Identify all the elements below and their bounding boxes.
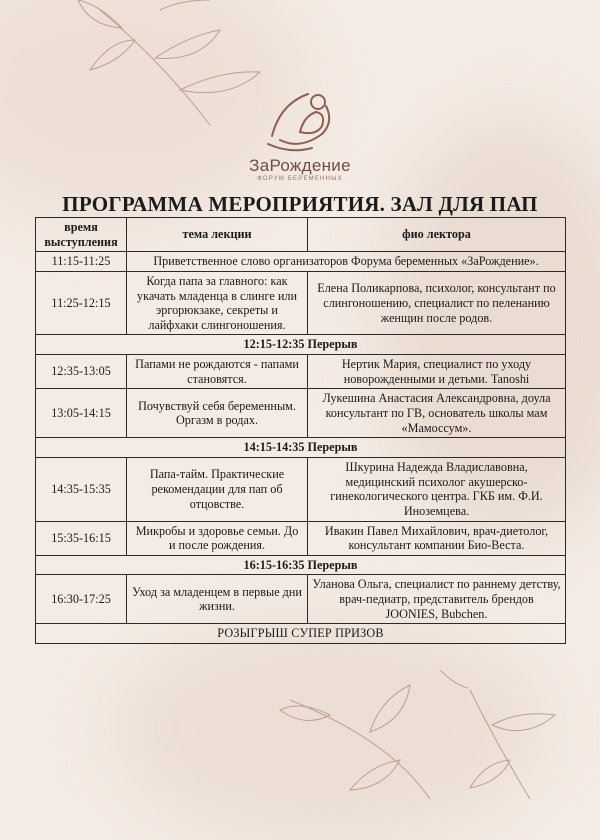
cell-time: 11:15-11:25 [36,252,127,272]
cell-time: 13:05-14:15 [36,389,127,438]
header-speaker: фио лектора [308,218,566,252]
cell-speaker: Елена Поликарпова, психолог, консультант по слингоношению, специалист по пеленанию женщин после родов. [308,271,566,335]
cell-time: 16:30-17:25 [36,575,127,624]
table-row [36,575,566,624]
table-row-break [36,438,566,458]
cell-speaker: Шкурина Надежда Владиславовна, медицинский психолог акушерско-гинекологического центра. ГКБ им. Ф.И. Иноземцева. [308,457,566,521]
cell-topic: Уход за младенцем в первые дни жизни. [127,575,308,624]
table-row-welcome [36,252,566,272]
cell-topic: Когда папа за главного: как укачать младенца в слинге или эргорюкзаке, секреты и лайфхаки слингоношения. [127,271,308,335]
table-row-break [36,555,566,575]
table-row [36,457,566,521]
cell-time: 12:35-13:05 [36,355,127,389]
cell-topic: Микробы и здоровье семьи. До и после рождения. [127,521,308,555]
logo-name: ЗаРождение [249,156,351,175]
cell-topic: Почувствуй себя беременным. Оргазм в родах. [127,389,308,438]
cell-speaker: Уланова Ольга, специалист по раннему детству, врач-педиатр, представитель брендов JOONIES, Bubchen. [308,575,566,624]
cell-prize: РОЗЫГРЫШ СУПЕР ПРИЗОВ [36,624,566,644]
page-title: ПРОГРАММА МЕРОПРИЯТИЯ. ЗАЛ ДЛЯ ПАП [62,192,538,216]
cell-time: 11:25-12:15 [36,271,127,335]
cell-topic: Папа-тайм. Практические рекомендации для пап об отцовстве. [127,457,308,521]
leaf-branch-bottom-icon [270,670,570,799]
table-row-prize [36,624,566,644]
cell-break: 12:15-12:35 Перерыв [36,335,566,355]
table-row [36,271,566,335]
logo [0,84,600,182]
cell-welcome-text: Приветственное слово организаторов Форума беременных «ЗаРождение». [127,252,566,272]
header-time: время выступления [36,218,127,252]
cell-topic: Папами не рождаются - папами становятся. [127,355,308,389]
table-row [36,521,566,555]
cell-speaker: Ивакин Павел Михайлович, врач-диетолог, консультант компании Био-Веста. [308,521,566,555]
program-table [35,217,566,644]
logo-subtitle: ФОРУМ БЕРЕМЕННЫХ [257,176,343,182]
cell-time: 14:35-15:35 [36,457,127,521]
table-row [36,389,566,438]
mother-child-logo-icon [260,84,340,154]
header-topic: тема лекции [127,218,308,252]
cell-speaker: Лукешина Анастасия Александровна, доула консультант по ГВ, основатель школы мам «Мамоссум». [308,389,566,438]
cell-break: 16:15-16:35 Перерыв [36,555,566,575]
cell-time: 15:35-16:15 [36,521,127,555]
table-header-row [36,218,566,252]
cell-break: 14:15-14:35 Перерыв [36,438,566,458]
table-row [36,355,566,389]
cell-speaker: Нертик Мария, специалист по уходу новорожденными и детьми. Tanoshi [308,355,566,389]
table-row-break [36,335,566,355]
